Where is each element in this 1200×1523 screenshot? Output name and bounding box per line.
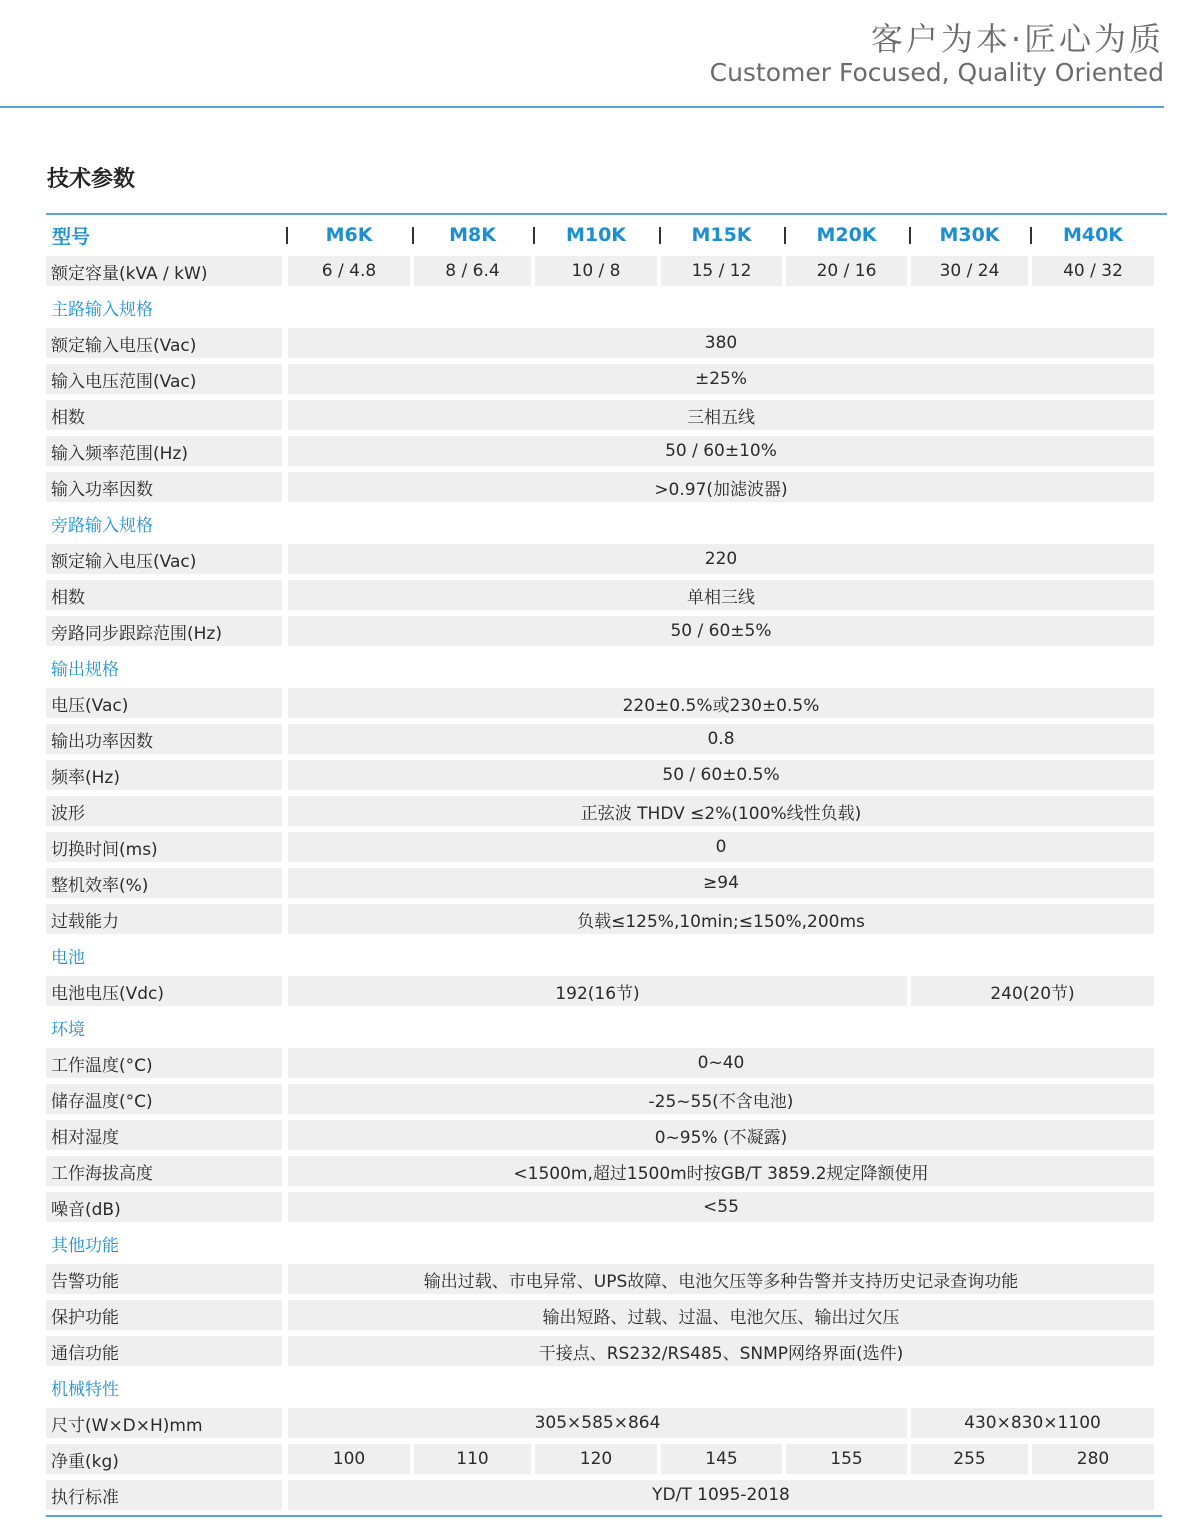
row-label-main-phase: 相数: [46, 400, 282, 430]
row-label-transfer-time: 切换时间(ms): [46, 832, 282, 862]
row-label-input-power-factor: 输入功率因数: [46, 472, 282, 502]
slogan-english: Customer Focused, Quality Oriented: [709, 58, 1164, 87]
row-label-bypass-rated-voltage: 额定输入电压(Vac): [46, 544, 282, 574]
row-label-capacity: 额定容量(kVA / kW): [46, 256, 282, 286]
row-value-efficiency: ≥94: [288, 868, 1154, 898]
capacity-m30k: 30 / 24: [911, 256, 1028, 286]
row-label-output-frequency: 频率(Hz): [46, 760, 282, 790]
row-value-operating-temp: 0~40: [288, 1048, 1154, 1078]
model-header-label: 型号: [52, 225, 91, 248]
row-label-main-rated-voltage: 额定输入电压(Vac): [46, 328, 282, 358]
section-title: 技术参数: [47, 167, 136, 192]
row-value-standard: YD/T 1095-2018: [288, 1480, 1154, 1510]
weight-m15k: 145: [661, 1444, 782, 1474]
table-top-rule: [46, 213, 1167, 215]
row-label-output-voltage: 电压(Vac): [46, 688, 282, 718]
model-header-m8k: M8K: [412, 217, 533, 253]
row-label-communication: 通信功能: [46, 1336, 282, 1366]
row-value-bypass-rated-voltage: 220: [288, 544, 1154, 574]
capacity-m10k: 10 / 8: [535, 256, 657, 286]
row-label-efficiency: 整机效率(%): [46, 868, 282, 898]
category-other-functions: 其他功能: [51, 1235, 119, 1256]
row-value-input-power-factor: >0.97(加滤波器): [288, 472, 1154, 502]
row-label-net-weight: 净重(kg): [46, 1444, 282, 1474]
row-label-operating-temp: 工作温度(°C): [46, 1048, 282, 1078]
row-label-bypass-phase: 相数: [46, 580, 282, 610]
row-value-dimensions-large: 430×830×1100: [911, 1408, 1154, 1438]
row-value-battery-voltage-large: 240(20节): [911, 976, 1154, 1006]
row-label-output-power-factor: 输出功率因数: [46, 724, 282, 754]
row-label-input-voltage-range: 输入电压范围(Vac): [46, 364, 282, 394]
slogan-chinese: 客户为本·匠心为质: [870, 20, 1164, 58]
category-battery: 电池: [51, 947, 85, 968]
row-label-altitude: 工作海拔高度: [46, 1156, 282, 1186]
weight-m6k: 100: [288, 1444, 410, 1474]
row-value-overload: 负载≤125%,10min;≤150%,200ms: [288, 904, 1154, 934]
row-value-alarm: 输出过载、市电异常、UPS故障、电池欠压等多种告警并支持历史记录查询功能: [288, 1264, 1154, 1294]
model-header-m20k: M20K: [784, 217, 909, 253]
row-label-humidity: 相对湿度: [46, 1120, 282, 1150]
row-value-input-voltage-range: ±25%: [288, 364, 1154, 394]
weight-m30k: 255: [911, 1444, 1028, 1474]
row-label-alarm: 告警功能: [46, 1264, 282, 1294]
row-label-waveform: 波形: [46, 796, 282, 826]
model-header-m30k: M30K: [909, 217, 1030, 253]
row-value-input-frequency: 50 / 60±10%: [288, 436, 1154, 466]
weight-m20k: 155: [786, 1444, 907, 1474]
row-value-output-power-factor: 0.8: [288, 724, 1154, 754]
model-header-m40k: M40K: [1030, 217, 1156, 253]
spec-table: [46, 217, 1162, 1513]
category-bypass-input: 旁路输入规格: [51, 515, 153, 536]
capacity-m15k: 15 / 12: [661, 256, 782, 286]
row-value-noise: <55: [288, 1192, 1154, 1222]
model-header-m6k: M6K: [286, 217, 412, 253]
row-value-dimensions-small: 305×585×864: [288, 1408, 907, 1438]
weight-m10k: 120: [535, 1444, 657, 1474]
row-value-protection: 输出短路、过载、过温、电池欠压、输出过欠压: [288, 1300, 1154, 1330]
model-header-m10k: M10K: [533, 217, 659, 253]
category-environment: 环境: [51, 1019, 85, 1040]
row-label-overload: 过载能力: [46, 904, 282, 934]
header-divider: [0, 106, 1164, 108]
row-label-bypass-sync-range: 旁路同步跟踪范围(Hz): [46, 616, 282, 646]
row-value-main-phase: 三相五线: [288, 400, 1154, 430]
row-value-altitude: <1500m,超过1500m时按GB/T 3859.2规定降额使用: [288, 1156, 1154, 1186]
row-value-bypass-phase: 单相三线: [288, 580, 1154, 610]
capacity-m6k: 6 / 4.8: [288, 256, 410, 286]
row-value-transfer-time: 0: [288, 832, 1154, 862]
row-label-standard: 执行标准: [46, 1480, 282, 1510]
row-value-waveform: 正弦波 THDV ≤2%(100%线性负载): [288, 796, 1154, 826]
row-value-output-frequency: 50 / 60±0.5%: [288, 760, 1154, 790]
row-label-protection: 保护功能: [46, 1300, 282, 1330]
row-value-main-rated-voltage: 380: [288, 328, 1154, 358]
row-value-humidity: 0~95% (不凝露): [288, 1120, 1154, 1150]
capacity-m20k: 20 / 16: [786, 256, 907, 286]
capacity-m40k: 40 / 32: [1032, 256, 1154, 286]
category-main-input: 主路输入规格: [51, 299, 153, 320]
row-value-communication: 干接点、RS232/RS485、SNMP网络界面(选件): [288, 1336, 1154, 1366]
table-bottom-rule: [46, 1515, 1162, 1517]
category-mechanical: 机械特性: [51, 1379, 119, 1400]
row-label-input-frequency: 输入频率范围(Hz): [46, 436, 282, 466]
capacity-m8k: 8 / 6.4: [414, 256, 531, 286]
row-value-bypass-sync-range: 50 / 60±5%: [288, 616, 1154, 646]
weight-m8k: 110: [414, 1444, 531, 1474]
category-output: 输出规格: [51, 659, 119, 680]
row-value-output-voltage: 220±0.5%或230±0.5%: [288, 688, 1154, 718]
row-value-battery-voltage-small: 192(16节): [288, 976, 907, 1006]
row-label-storage-temp: 储存温度(°C): [46, 1084, 282, 1114]
row-value-storage-temp: -25~55(不含电池): [288, 1084, 1154, 1114]
weight-m40k: 280: [1032, 1444, 1154, 1474]
row-label-battery-voltage: 电池电压(Vdc): [46, 976, 282, 1006]
row-label-noise: 噪音(dB): [46, 1192, 282, 1222]
row-label-dimensions: 尺寸(W×D×H)mm: [46, 1408, 282, 1438]
model-header-m15k: M15K: [659, 217, 784, 253]
